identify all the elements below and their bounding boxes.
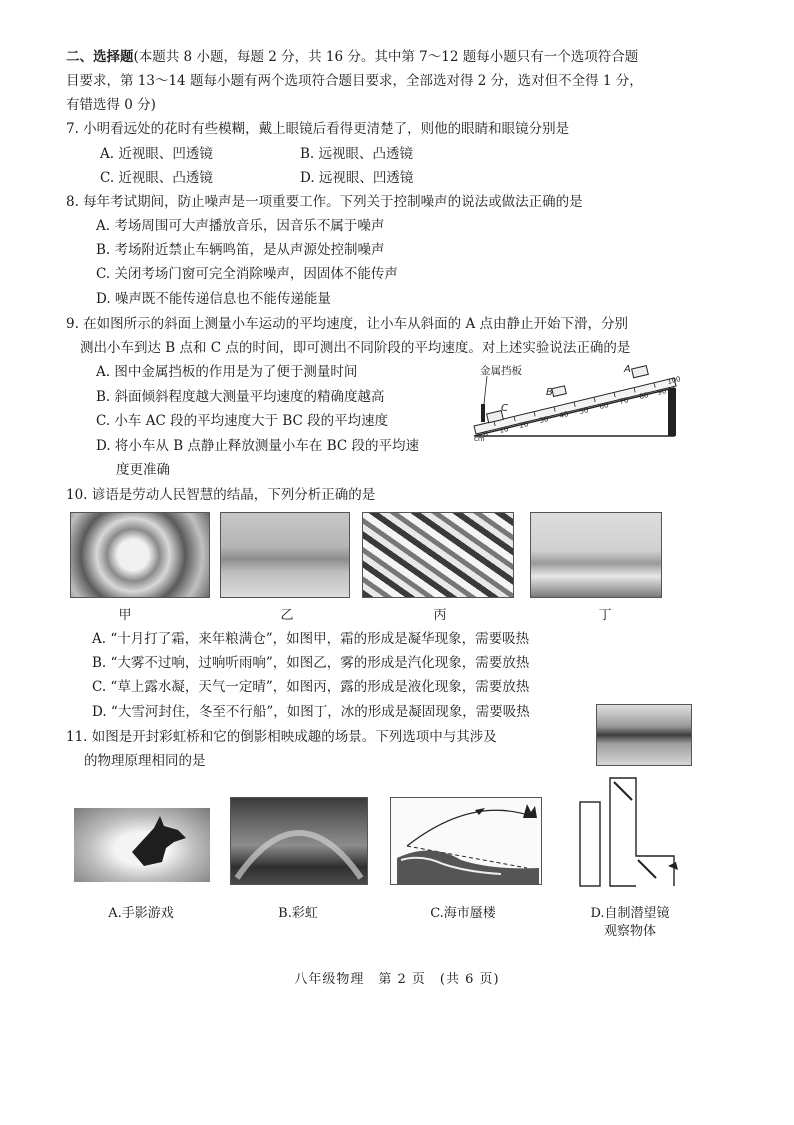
hand-shadow-photo xyxy=(74,808,210,882)
q11-stem-line1: 11. 如图是开封彩虹桥和它的倒影相映成趣的场景。下列选项中与其涉及 xyxy=(66,729,497,745)
mirage-diagram xyxy=(390,797,542,885)
q11-option-a[interactable]: A.手影游戏 xyxy=(108,906,174,921)
tick-label-50: 50 xyxy=(578,406,590,416)
q7-option-b[interactable]: B. 远视眼、凸透镜 xyxy=(300,146,414,162)
q9-option-c[interactable]: C. 小车 AC 段的平均速度大于 BC 段的平均速度 xyxy=(96,413,389,429)
metal-baffle xyxy=(481,404,485,422)
tick-label-40: 40 xyxy=(558,410,570,420)
caption-bing: 丙 xyxy=(433,608,447,623)
q9-stem-line2: 测出小车到达 B 点和 C 点的时间，即可测出不同阶段的平均速度。对上述实验说法正确的是 xyxy=(80,340,631,356)
tick-label-70: 70 xyxy=(618,396,630,406)
caption-ding: 丁 xyxy=(598,608,612,623)
page-footer: 八年级物理 第 2 页 (共 6 页) xyxy=(294,972,500,987)
tick-label-60: 60 xyxy=(598,401,610,411)
caption-yi: 乙 xyxy=(280,608,294,623)
q11-option-d-cont: 观察物体 xyxy=(603,924,656,939)
q9-option-b[interactable]: B. 斜面倾斜程度越大测量平均速度的精确度越高 xyxy=(96,389,385,405)
tick-label-0: 0 xyxy=(482,430,489,439)
q10-option-b[interactable]: B. “大雾不过响，过响听雨响”，如图乙，雾的形成是汽化现象，需要放热 xyxy=(92,655,530,671)
q10-option-d[interactable]: D. “大雪河封住，冬至不行船”，如图丁，冰的形成是凝固现象，需要吸热 xyxy=(92,704,530,720)
q7-option-a[interactable]: A. 近视眼、凹透镜 xyxy=(100,146,213,162)
dew-photo xyxy=(362,512,514,598)
section-title: 二、选择题 xyxy=(66,49,134,65)
q8-option-d[interactable]: D. 噪声既不能传递信息也不能传递能量 xyxy=(96,291,331,307)
cart-a xyxy=(632,366,649,378)
periscope-diagram xyxy=(576,776,686,888)
ruler-unit: cm xyxy=(474,435,485,443)
q10-stem: 10. 谚语是劳动人民智慧的结晶，下列分析正确的是 xyxy=(66,487,376,503)
point-a-label: A xyxy=(624,364,631,375)
section-description: (本题共 8 小题，每题 2 分，共 16 分。其中第 7～12 题每小题只有一个选项符合题 xyxy=(133,49,639,65)
tick-label-80: 80 xyxy=(638,391,650,401)
tick-label-10: 10 xyxy=(498,425,510,435)
section-description-line3: 有错选得 0 分) xyxy=(66,97,156,113)
tick-label-100: 100 xyxy=(666,375,682,386)
q7-stem: 7. 小明看远处的花时有些模糊，戴上眼镜后看得更清楚了，则他的眼睛和眼镜分别是 xyxy=(66,121,570,137)
rainbow-arc-icon xyxy=(231,798,367,884)
tick-label-90: 90 xyxy=(656,387,668,397)
q10-option-a[interactable]: A. “十月打了霜，来年粮满仓”，如图甲，霜的形成是凝华现象，需要吸热 xyxy=(92,631,530,647)
incline-figure xyxy=(468,362,688,444)
q7-option-d[interactable]: D. 远视眼、凹透镜 xyxy=(300,170,414,186)
q9-option-a[interactable]: A. 图中金属挡板的作用是为了便于测量时间 xyxy=(96,364,358,380)
caption-jia: 甲 xyxy=(118,608,132,623)
q8-option-c[interactable]: C. 关闭考场门窗可完全消除噪声，因固体不能传声 xyxy=(96,266,398,282)
q11-option-b[interactable]: B.彩虹 xyxy=(278,906,318,921)
section-description-line2: 目要求，第 13～14 题每小题有两个选项符合题目要求，全部选对得 2 分，选对但不全得 1 分， xyxy=(66,73,643,89)
fog-photo xyxy=(220,512,350,598)
periscope-icon xyxy=(576,776,686,888)
frost-photo xyxy=(70,512,210,598)
q9-option-d-cont: 度更准确 xyxy=(116,462,170,478)
point-b-label: B xyxy=(546,387,553,398)
ice-photo xyxy=(530,512,662,598)
mirage-ray-icon xyxy=(391,798,541,884)
rainbow-photo xyxy=(230,797,368,885)
q9-option-d[interactable]: D. 将小车从 B 点静止释放测量小车在 BC 段的平均速 xyxy=(96,438,420,454)
rainbow-bridge-photo xyxy=(596,704,692,766)
q8-stem: 8. 每年考试期间，防止噪声是一项重要工作。下列关于控制噪声的说法或做法正确的是 xyxy=(66,194,583,210)
tick-label-30: 30 xyxy=(538,415,550,425)
baffle-label: 金属挡板 xyxy=(480,365,522,377)
q10-option-c[interactable]: C. “草上露水凝，天气一定晴”，如图丙，露的形成是液化现象，需要放热 xyxy=(92,679,530,695)
q11-option-c[interactable]: C.海市蜃楼 xyxy=(430,906,496,921)
q11-stem-line2: 的物理原理相同的是 xyxy=(84,753,206,769)
dog-shadow-icon xyxy=(74,808,210,882)
cart-b xyxy=(552,386,566,397)
q9-stem-line1: 9. 在如图所示的斜面上测量小车运动的平均速度，让小车从斜面的 A 点由静止开始下滑，分别 xyxy=(66,316,629,332)
q7-option-c[interactable]: C. 近视眼、凸透镜 xyxy=(100,170,213,186)
q8-option-a[interactable]: A. 考场周围可大声播放音乐，因音乐不属于噪声 xyxy=(96,218,385,234)
q11-option-d[interactable]: D.自制潜望镜 xyxy=(590,906,670,921)
point-c-label: C xyxy=(501,403,508,414)
q8-option-b[interactable]: B. 考场附近禁止车辆鸣笛，是从声源处控制噪声 xyxy=(96,242,385,258)
tick-label-20: 20 xyxy=(518,420,530,430)
